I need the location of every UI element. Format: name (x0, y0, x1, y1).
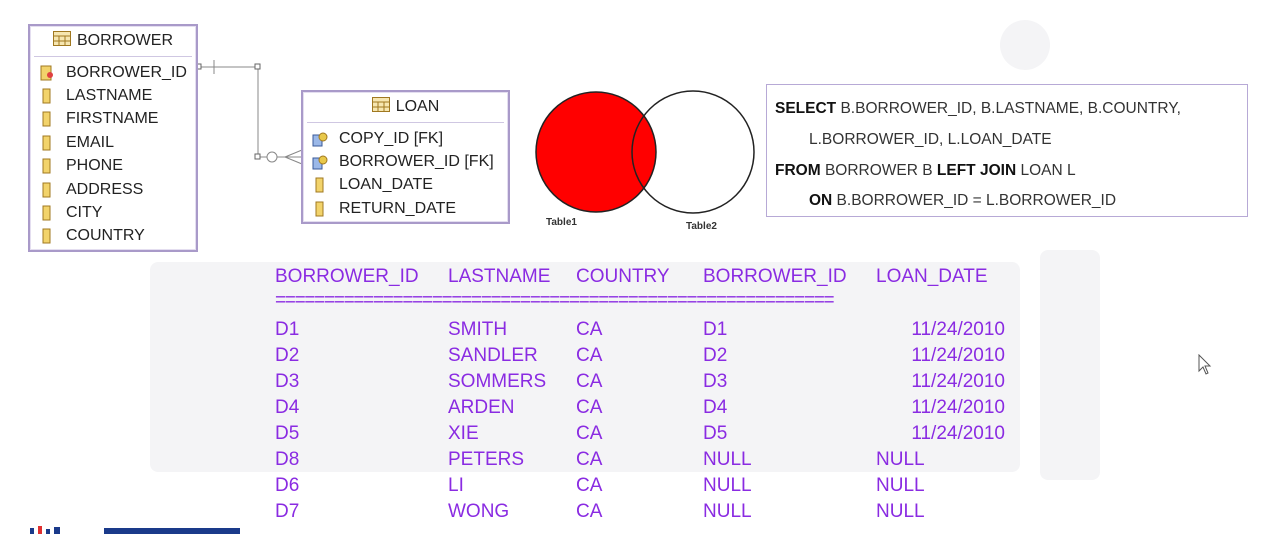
result-cell: CA (576, 345, 603, 366)
column-icon (38, 181, 56, 199)
venn-right-label: Table2 (686, 221, 717, 232)
column-icon (38, 157, 56, 175)
column-name: EMAIL (66, 133, 115, 151)
sql-line (775, 162, 1076, 180)
result-header: COUNTRY (576, 266, 670, 287)
column-row[interactable] (30, 61, 196, 84)
column-icon (311, 200, 329, 218)
borrower-table-header (30, 28, 196, 54)
sql-line (809, 131, 1052, 149)
sql-text: B.BORROWER_ID = L.BORROWER_ID (832, 192, 1117, 209)
column-name: ADDRESS (66, 180, 144, 198)
venn-left-circle (536, 92, 656, 212)
column-icon (38, 204, 56, 222)
sql-line (775, 100, 1181, 118)
column-row[interactable] (30, 201, 196, 224)
result-cell: NULL (703, 475, 752, 496)
column-row[interactable] (30, 131, 196, 154)
result-header: LASTNAME (448, 266, 551, 287)
column-name: CITY (66, 204, 103, 222)
foreign-key-icon (311, 153, 329, 171)
column-icon (38, 110, 56, 128)
result-cell: NULL (876, 449, 925, 470)
sql-text: B.BORROWER_ID, B.LASTNAME, B.COUNTRY, (836, 100, 1181, 117)
result-cell: WONG (448, 501, 510, 522)
column-row[interactable] (30, 225, 196, 248)
result-separator: ========================================================= (275, 290, 834, 311)
result-cell: CA (576, 449, 603, 470)
result-cell: CA (576, 423, 603, 444)
borrower-table-title: BORROWER (77, 32, 173, 49)
column-icon (311, 176, 329, 194)
result-cell: XIE (448, 423, 479, 444)
result-cell: D6 (275, 475, 300, 496)
result-cell: NULL (876, 501, 925, 522)
result-cell: D4 (275, 397, 300, 418)
sql-text: LOAN L (1016, 162, 1076, 179)
sql-text: BORROWER B (820, 162, 937, 179)
result-cell: CA (576, 397, 603, 418)
venn-left-label: Table1 (546, 217, 577, 228)
divider (307, 122, 504, 123)
sql-keyword: ON (809, 192, 833, 209)
loan-table[interactable] (301, 90, 510, 224)
column-name: COPY_ID [FK] (339, 129, 444, 147)
column-row[interactable] (303, 197, 508, 220)
foreign-key-icon (311, 130, 329, 148)
borrower-table[interactable] (28, 24, 198, 252)
result-cell: CA (576, 319, 603, 340)
sql-text: L.BORROWER_ID, L.LOAN_DATE (809, 131, 1052, 148)
result-cell: CA (576, 501, 603, 522)
column-name: RETURN_DATE (339, 199, 457, 217)
result-cell: 11/24/2010 (911, 345, 1005, 366)
result-cell: D5 (703, 423, 728, 444)
result-cell: NULL (703, 501, 752, 522)
result-cell: SANDLER (448, 345, 538, 366)
venn-diagram (530, 86, 770, 236)
table-icon (53, 31, 71, 51)
result-cell: D2 (275, 345, 300, 366)
result-cell: 11/24/2010 (911, 371, 1005, 392)
result-cell: SMITH (448, 319, 508, 340)
column-name: BORROWER_ID (66, 63, 187, 81)
result-cell: 11/24/2010 (911, 319, 1005, 340)
result-cell: CA (576, 371, 603, 392)
background-shape (1040, 250, 1100, 480)
column-name: BORROWER_ID [FK] (339, 153, 494, 171)
sql-keyword: LEFT JOIN (936, 162, 1017, 179)
result-cell: NULL (876, 475, 925, 496)
result-header: BORROWER_ID (275, 266, 419, 287)
logo-fragment (30, 526, 240, 534)
divider (34, 56, 192, 57)
column-name: LASTNAME (66, 87, 153, 105)
result-cell: 11/24/2010 (911, 397, 1005, 418)
result-cell: D4 (703, 397, 728, 418)
result-cell: D3 (275, 371, 300, 392)
column-name: LOAN_DATE (339, 176, 433, 194)
sql-line (809, 192, 1116, 210)
result-cell: PETERS (448, 449, 525, 470)
result-cell: D3 (703, 371, 728, 392)
column-row[interactable] (303, 174, 508, 197)
column-row[interactable] (30, 84, 196, 107)
column-name: FIRSTNAME (66, 110, 159, 128)
sql-keyword: FROM (775, 162, 821, 179)
result-cell: D7 (275, 501, 300, 522)
loan-table-header (303, 94, 508, 120)
result-cell: D8 (275, 449, 300, 470)
result-cell: D1 (275, 319, 300, 340)
result-cell: D1 (703, 319, 728, 340)
sql-query-box (766, 84, 1248, 217)
column-icon (38, 87, 56, 105)
result-cell: D2 (703, 345, 728, 366)
result-cell: D5 (275, 423, 300, 444)
sql-keyword: SELECT (775, 100, 837, 117)
result-cell: ARDEN (448, 397, 515, 418)
column-row[interactable] (30, 178, 196, 201)
column-row[interactable] (30, 108, 196, 131)
background-shape (1000, 20, 1050, 70)
mouse-cursor-icon (1198, 354, 1212, 376)
column-name: PHONE (66, 157, 123, 175)
column-icon (38, 227, 56, 245)
result-cell: LI (448, 475, 464, 496)
column-row[interactable] (30, 155, 196, 178)
column-name: COUNTRY (66, 227, 145, 245)
result-cell: 11/24/2010 (911, 423, 1005, 444)
column-row[interactable] (303, 150, 508, 173)
result-header: LOAN_DATE (876, 266, 988, 287)
column-icon (38, 134, 56, 152)
table-icon (372, 97, 390, 117)
column-row[interactable] (303, 127, 508, 150)
result-cell: SOMMERS (448, 371, 547, 392)
result-cell: NULL (703, 449, 752, 470)
primary-key-icon (38, 64, 56, 82)
result-header: BORROWER_ID (703, 266, 847, 287)
result-cell: CA (576, 475, 603, 496)
loan-table-title: LOAN (395, 98, 440, 115)
